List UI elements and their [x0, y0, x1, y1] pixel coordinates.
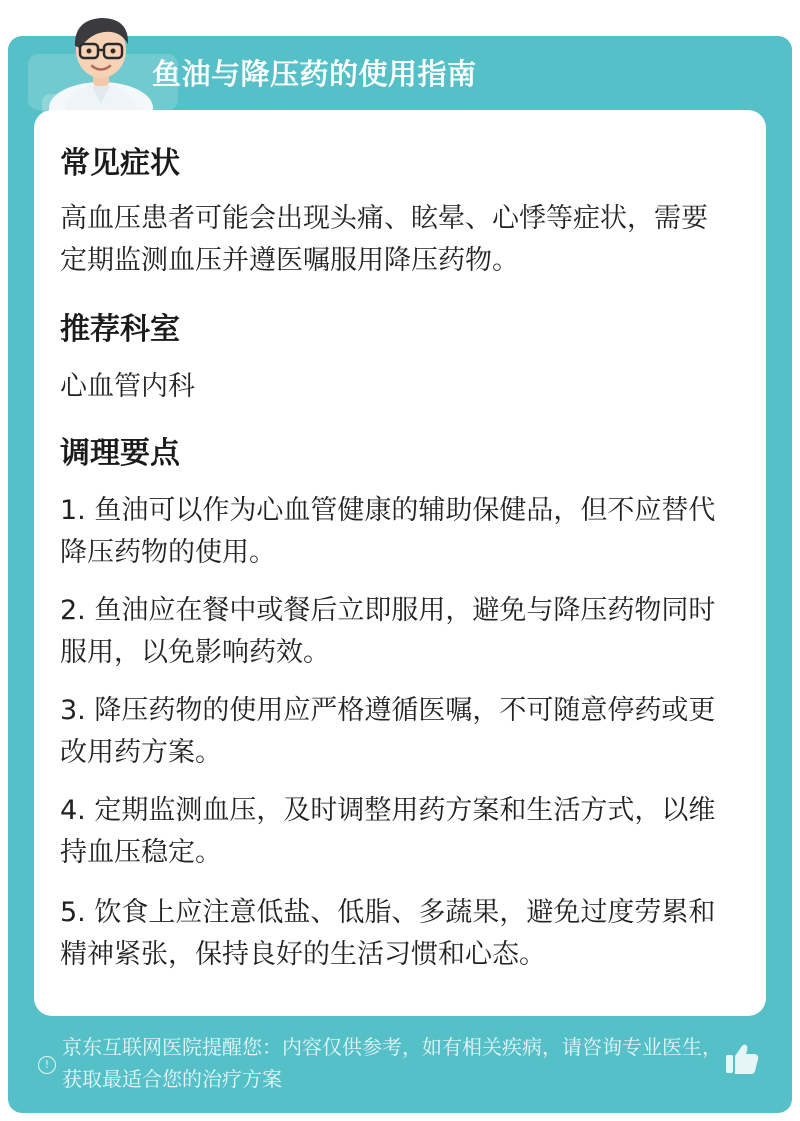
care-item: 1. 鱼油可以作为心血管健康的辅助保健品，但不应替代降压药物的使用。	[60, 495, 716, 568]
footer-disclaimer: 京东互联网医院提醒您：内容仅供参考，如有相关疾病，请咨询专业医生，获取最适合您的治疗方案	[62, 1035, 722, 1091]
care-item: 5. 饮食上应注意低盐、低脂、多蔬果，避免过度劳累和精神紧张，保持良好的生活习惯和心态。	[60, 897, 716, 970]
care-item: 2. 鱼油应在餐中或餐后立即服用，避免与降压药物同时服用，以免影响药效。	[60, 595, 716, 668]
doctor-avatar	[46, 8, 156, 112]
page-title: 鱼油与降压药的使用指南	[152, 57, 477, 91]
department-text: 心血管内科	[60, 371, 195, 402]
symptoms-heading: 常见症状	[60, 146, 180, 181]
department-heading: 推荐科室	[60, 312, 180, 347]
care-item: 3. 降压药物的使用应严格遵循医嘱，不可随意停药或更改用药方案。	[60, 695, 716, 768]
content-card	[34, 110, 766, 1016]
info-icon: !	[38, 1056, 56, 1074]
thumbs-up-icon[interactable]	[724, 1040, 760, 1076]
symptoms-text: 高血压患者可能会出现头痛、眩晕、心悸等症状，需要定期监测血压并遵医嘱服用降压药物。	[60, 203, 708, 276]
care-heading: 调理要点	[60, 436, 180, 471]
care-item: 4. 定期监测血压，及时调整用药方案和生活方式，以维持血压稳定。	[60, 795, 716, 868]
